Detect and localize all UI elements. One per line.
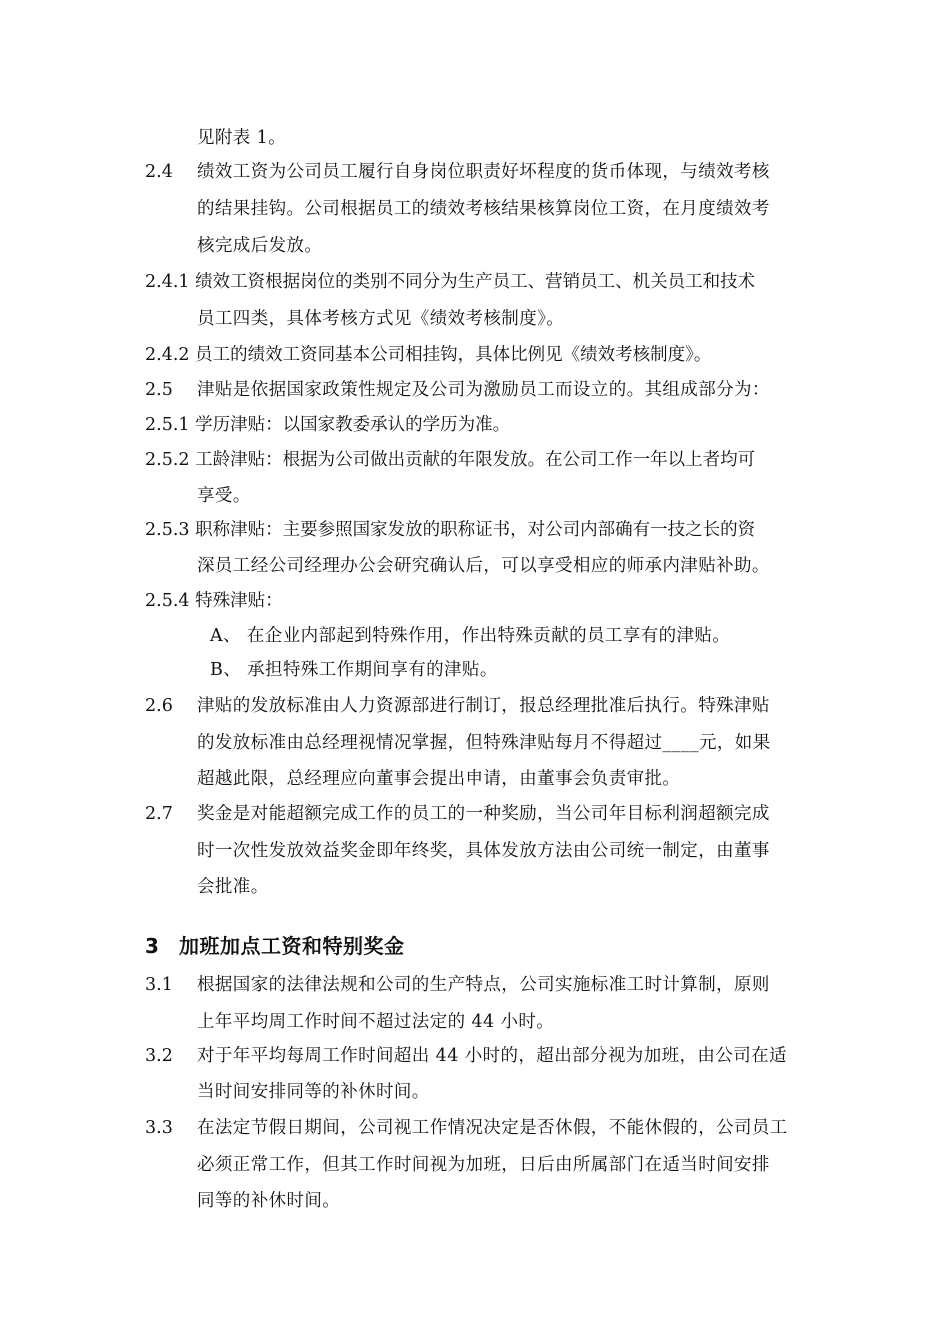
paragraph-text: B、 承担特殊工作期间享有的津贴。	[210, 660, 498, 680]
paragraph-text: 超越此限，总经理应向董事会提出申请，由董事会负责审批。	[197, 769, 681, 789]
paragraph-text: 员工四类，具体考核方式见《绩效考核制度》。	[197, 309, 565, 329]
paragraph-text: 2.4.1 绩效工资根据岗位的类别不同分为生产员工、营销员工、机关员工和技术	[145, 272, 756, 292]
paragraph-text: 必须正常工作，但其工作时间视为加班，日后由所属部门在适当时间安排	[197, 1155, 770, 1175]
clause-number: 2.6	[145, 696, 173, 716]
paragraph-text: 见附表 1。	[197, 128, 287, 148]
paragraph-text: 同等的补休时间。	[197, 1191, 341, 1211]
paragraph-text: 2.5.2 工龄津贴：根据为公司做出贡献的年限发放。在公司工作一年以上者均可	[145, 450, 756, 470]
paragraph-text: 津贴是依据国家政策性规定及公司为激励员工而设立的。其组成部分为：	[197, 380, 770, 400]
paragraph-text: 深员工经公司经理办公会研究确认后，可以享受相应的师承内津贴补助。	[197, 556, 770, 576]
paragraph-text: 2.5.3 职称津贴：主要参照国家发放的职称证书，对公司内部确有一技之长的资	[145, 520, 756, 540]
clause-number: 3.2	[145, 1046, 173, 1066]
paragraph-text: A、 在企业内部起到特殊作用，作出特殊贡献的员工享有的津贴。	[210, 626, 731, 646]
paragraph-text: 的发放标准由总经理视情况掌握，但特殊津贴每月不得超过____元，如果	[197, 733, 771, 753]
paragraph-text: 根据国家的法律法规和公司的生产特点，公司实施标准工时计算制，原则	[197, 975, 770, 995]
clause-number: 2.4	[145, 162, 173, 182]
clause-number: 2.7	[145, 804, 173, 824]
paragraph-text: 2.5.1 学历津贴：以国家教委承认的学历为准。	[145, 415, 511, 435]
section-number: 3	[145, 934, 159, 958]
paragraph-text: 在法定节假日期间，公司视工作情况决定是否休假，不能休假的，公司员工	[197, 1118, 788, 1138]
paragraph-text: 津贴的发放标准由人力资源部进行制订，报总经理批准后执行。特殊津贴	[197, 696, 770, 716]
paragraph-text: 时一次性发放效益奖金即年终奖，具体发放方法由公司统一制定，由董事	[197, 841, 770, 861]
paragraph-text: 当时间安排同等的补休时间。	[197, 1082, 430, 1102]
clause-number: 3.3	[145, 1118, 173, 1138]
paragraph-text: 会批准。	[197, 877, 269, 897]
clause-number: 2.5	[145, 380, 173, 400]
paragraph-text: 绩效工资为公司员工履行自身岗位职责好坏程度的货币体现，与绩效考核	[197, 162, 770, 182]
paragraph-text: 对于年平均每周工作时间超出 44 小时的，超出部分视为加班，由公司在适	[197, 1046, 787, 1066]
paragraph-text: 2.5.4 特殊津贴：	[145, 591, 283, 611]
paragraph-text: 的结果挂钩。公司根据员工的绩效考核结果核算岗位工资，在月度绩效考	[197, 199, 770, 219]
section-title: 加班加点工资和特别奖金	[179, 934, 405, 958]
paragraph-text: 奖金是对能超额完成工作的员工的一种奖励，当公司年目标利润超额完成	[197, 804, 770, 824]
paragraph-text: 2.4.2 员工的绩效工资同基本公司相挂钩，具体比例见《绩效考核制度》。	[145, 345, 712, 365]
paragraph-text: 核完成后发放。	[197, 236, 323, 256]
clause-number: 3.1	[145, 975, 173, 995]
paragraph-text: 上年平均周工作时间不超过法定的 44 小时。	[197, 1012, 555, 1032]
paragraph-text: 享受。	[197, 486, 251, 506]
